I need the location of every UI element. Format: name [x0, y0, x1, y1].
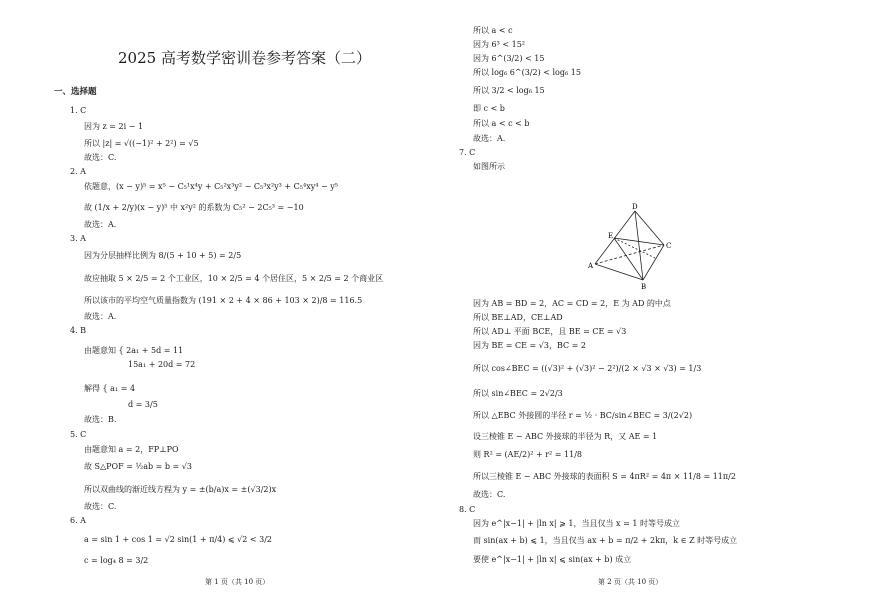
answer-line: 故 (1/x + 2/y)(x − y)⁵ 中 x²y² 的系数为 C₅² − 2C₅³ = −10	[84, 203, 304, 212]
answer-line: 要使 e^|x−1| + |ln x| ⩽ sin(ax + b) 成立	[473, 555, 632, 564]
answer-line: 6. A	[70, 516, 86, 525]
answer-line: 所以该市的平均空气质量指数为 (191 × 2 + 4 × 86 + 103 × 2)/8 = 116.5	[84, 296, 363, 305]
answer-line: 所以 sin∠BEC = 2√2/3	[473, 389, 563, 398]
answer-line: 而 sin(ax + b) ⩽ 1，当且仅当 ax + b = π/2 + 2kπ，k ∈ Z 时等号成立	[473, 536, 738, 545]
answer-line: 3. A	[70, 234, 86, 243]
answer-line: 因为 6³ < 15²	[473, 40, 526, 49]
answer-line: 7. C	[459, 148, 476, 157]
vertex-label-b: B	[641, 283, 647, 291]
answer-line: c = log₄ 8 = 3/2	[84, 556, 149, 565]
answer-line: 所以 BE⊥AD，CE⊥AD	[473, 313, 563, 322]
vertex-label-e: E	[608, 232, 614, 240]
answer-line: 所以 cos∠BEC = ((√3)² + (√3)² − 2²)/(2 × √3 × √3) = 1/3	[473, 364, 702, 373]
answer-line: 所以 △EBC 外接圆的半径 r = ½ · BC/sin∠BEC = 3/(2√2)	[473, 411, 693, 420]
answer-line: d = 3/5	[128, 400, 158, 409]
vertex-label-c: C	[666, 242, 672, 250]
answer-line: 所以 |z| = √((−1)² + 2²) = √5	[84, 139, 199, 148]
answer-line: 所以 AD⊥ 平面 BCE，且 BE = CE = √3	[473, 327, 627, 336]
answer-line: 因为 6^(3/2) < 15	[473, 54, 545, 63]
answer-line: 因为分层抽样比例为 8/(5 + 10 + 5) = 2/5	[84, 251, 242, 260]
answer-line: 由题意知 a = 2，FP⊥PO	[84, 445, 179, 454]
answer-line: 故选：A.	[84, 220, 117, 229]
answer-line: 所以双曲线的渐近线方程为 y = ±(b/a)x = ±(√3/2)x	[84, 485, 277, 494]
answer-line: 所以 a < c < b	[473, 119, 530, 128]
answer-line: 如图所示	[473, 162, 505, 171]
answer-line: 所以 a < c	[473, 26, 513, 35]
answer-line: 所以 log₆ 6^(3/2) < log₆ 15	[473, 68, 581, 77]
section-heading: 一、选择题	[54, 87, 97, 97]
answer-line: 1. C	[70, 106, 87, 115]
answer-line: 即 c < b	[473, 104, 505, 113]
answer-line: 故选：A.	[84, 312, 117, 321]
answer-line: 故选：C.	[473, 490, 506, 499]
answer-line: 4. B	[70, 326, 87, 335]
answer-line: 2. A	[70, 167, 86, 176]
answer-line: 因为 z = 2i − 1	[84, 122, 144, 131]
tetrahedron-figure	[583, 200, 679, 292]
answer-line: 5. C	[70, 430, 87, 439]
page-2	[440, 0, 870, 615]
answer-line: 8. C	[459, 505, 476, 514]
answer-line: 由题意知 { 2a₁ + 5d = 11	[84, 346, 184, 355]
answer-line: 因为 BE = CE = √3，BC = 2	[473, 341, 587, 350]
answer-line: 依题意，(x − y)⁵ = x⁵ − C₅¹x⁴y + C₅²x³y² − C₅³x²y³ + C₅⁴xy⁴ − y⁵	[84, 182, 338, 191]
vertex-label-d: D	[632, 203, 638, 211]
vertex-label-a: A	[588, 262, 594, 270]
answer-line: 15a₁ + 20d = 72	[128, 360, 196, 369]
document-title: 2025 高考数学密训卷参考答案（二）	[118, 49, 371, 67]
page-footer: 第 1 页（共 10 页）	[205, 578, 270, 586]
answer-line: 故 S△POF = ½ab = b = √3	[84, 462, 192, 471]
answer-line: 故应抽取 5 × 2/5 = 2 个工业区，10 × 2/5 = 4 个居住区，5 × 2/5 = 2 个商业区	[84, 274, 384, 283]
answer-line: 所以三棱锥 E − ABC 外接球的表面积 S = 4πR² = 4π × 11/8 = 11π/2	[473, 472, 736, 481]
answer-line: a = sin 1 + cos 1 = √2 sin(1 + π/4) ⩽ √2 < 3/2	[84, 535, 272, 544]
answer-line: 因为 AB = BD = 2，AC = CD = 2，E 为 AD 的中点	[473, 299, 671, 308]
page-footer: 第 2 页（共 10 页）	[598, 578, 663, 586]
answer-line: 则 R² = (AE/2)² + r² = 11/8	[473, 450, 582, 459]
answer-line: 故选：B.	[84, 415, 117, 424]
answer-line: 故选：C.	[84, 153, 117, 162]
answer-line: 故选：A.	[473, 134, 506, 143]
answer-line: 故选：C.	[84, 502, 117, 511]
answer-line: 所以 3/2 < log₆ 15	[473, 86, 545, 95]
answer-line: 解得 { a₁ = 4	[84, 384, 136, 393]
answer-line: 设三棱锥 E − ABC 外接球的半径为 R，又 AE = 1	[473, 432, 658, 441]
answer-line: 因为 e^|x−1| + |ln x| ⩾ 1，当且仅当 x = 1 时等号成立	[473, 519, 680, 528]
